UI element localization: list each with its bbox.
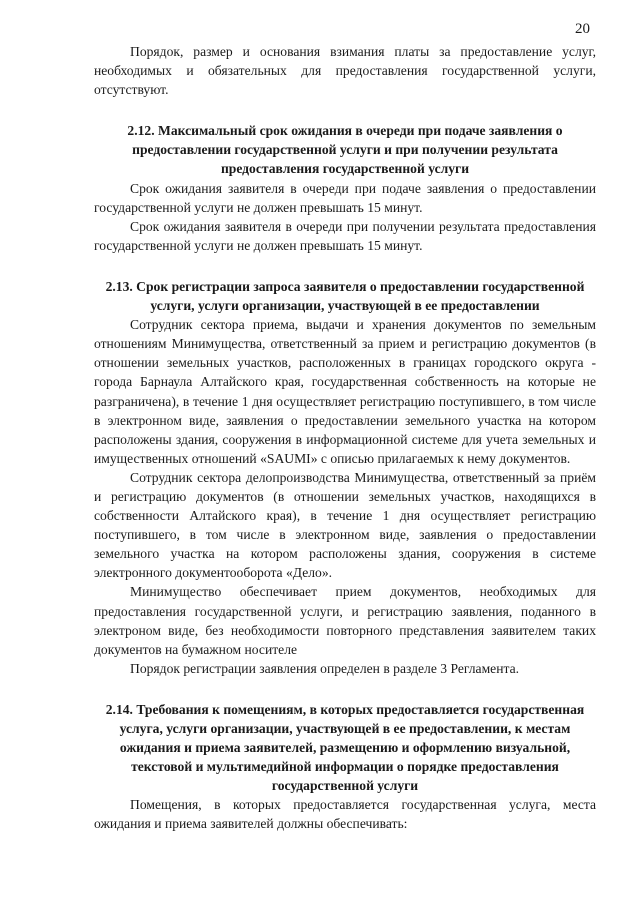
paragraph-electronic-acceptance: Минимущество обеспечивает прием документов, необходимых для предоставления государственной услуги, и регистрацию заявления, поданного в электроном виде, без необходимости повторного представления заявителем таких документов на бумажном носителе — [94, 584, 596, 657]
spacer — [94, 255, 596, 277]
paragraph-premises: Помещения, в которых предоставляется государственная услуга, места ожидания и приема заявителей должны обеспечивать: — [94, 797, 596, 832]
section-heading-2-14: 2.14. Требования к помещениям, в которых предоставляется государственная услуга, услуги организации, участвующей в ее предоставлении, к местам ожидания и приема заявителей, размещению и оформлению визуальной, текстовой и мультимедийной информации о порядке предоставления государственной услуги — [105, 701, 585, 794]
spacer — [94, 678, 596, 700]
paragraph-registration-order: Порядок регистрации заявления определен в разделе 3 Регламента. — [130, 660, 520, 676]
paragraph-fee-order: Порядок, размер и основания взимания платы за предоставление услуг, необходимых и обязательных для предоставления государственной услуги, отсутствуют. — [94, 44, 596, 98]
page-number: 20 — [575, 21, 590, 37]
document-body — [94, 42, 596, 834]
section-heading-2-13: 2.13. Срок регистрации запроса заявителя о предоставлении государственной услуги, услуги организации, участвующей в ее предоставлении — [105, 278, 585, 314]
paragraph-registration-office: Сотрудник сектора делопроизводства Минимущества, ответственный за приём и регистрацию документов (в отношении земельных участков, находящихся в собственности Алтайского края), в течение 1 дня осуществляет регистрацию поступившего, в том числе в электронном виде, заявления о предоставлении земельного участка на котором расположены здания, сооружения в системе электронного документооборота «Дело». — [94, 469, 596, 581]
spacer — [94, 99, 596, 121]
paragraph-registration-land: Сотрудник сектора приема, выдачи и хранения документов по земельным отношениям Минимущества, ответственный за прием и регистрацию документов (в отношении земельных участков, расположенных в границах городского округа - города Барнаула Алтайского края, государственная собственность на которые не разграничена), в течение 1 дня осуществляет регистрацию поступившего, в том числе в электронном виде, заявления о предоставлении земельного участка на котором расположены здания, сооружения в информационной системе для учета земельных и имущественных отношений «SAUMI» с описью прилагаемых к нему документов. — [94, 317, 596, 466]
paragraph-wait-submission: Срок ожидания заявителя в очереди при подаче заявления о предоставлении государственной услуги не должен превышать 15 минут. — [94, 180, 596, 215]
section-heading-2-12: 2.12. Максимальный срок ожидания в очереди при подаче заявления о предоставлении государственной услуги и при получении результата предоставления государственной услуги — [127, 123, 563, 177]
paragraph-wait-result: Срок ожидания заявителя в очереди при получении результата предоставления государственной услуги не должен превышать 15 минут. — [94, 218, 596, 253]
